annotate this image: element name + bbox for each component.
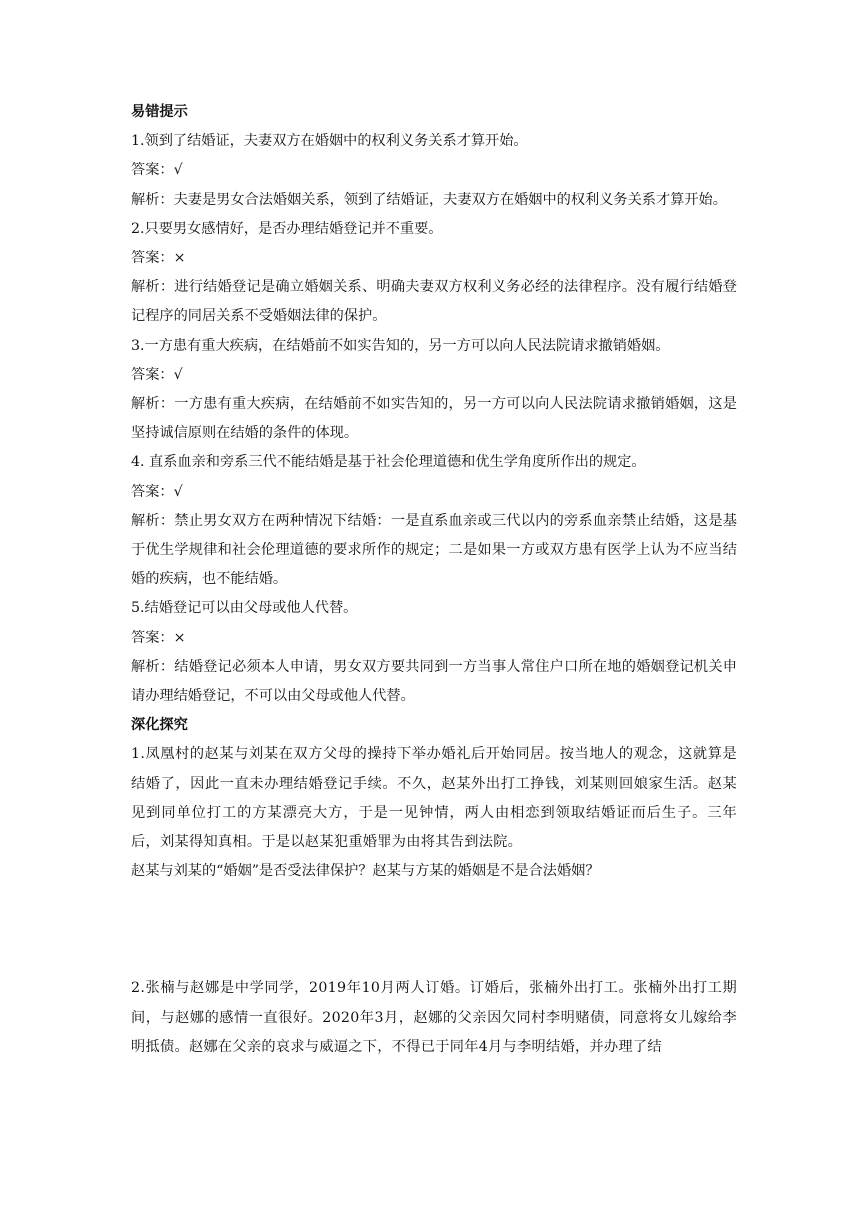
explanation-1: 解析：夫妻是男女合法婚姻关系，领到了结婚证，夫妻双方在婚姻中的权利义务关系才算开始。: [131, 191, 727, 208]
explanation-5: 解析：结婚登记必须本人申请，男女双方要共同到一方当事人常住户口所在地的婚姻登记机关申请办理结婚登记，不可以由父母或他人代替。: [131, 658, 737, 705]
answer-5: 答案：×: [131, 629, 186, 646]
question-1: 1.领到了结婚证，夫妻双方在婚姻中的权利义务关系才算开始。: [131, 133, 528, 150]
section-heading-error-tips: 易错提示: [131, 104, 188, 120]
answer-3: 答案：√: [131, 366, 183, 383]
answer-2: 答案：×: [131, 250, 186, 267]
explanation-4: 解析：禁止男女双方在两种情况下结婚：一是直系血亲或三代以内的旁系血亲禁止结婚，这是基于优生学规律和社会伦理道德的要求所作的规定；二是如果一方或双方患有医学上认为不应当结婚的疾病，也不能结婚。: [131, 512, 737, 588]
explanation-3: 解析：一方患有重大疾病，在结婚前不如实告知的，另一方可以向人民法院请求撤销婚姻，这是坚持诚信原则在结婚的条件的体现。: [131, 396, 737, 442]
document-page: [131, 98, 737, 1062]
explanation-2: 解析：进行结婚登记是确立婚姻关系、明确夫妻双方权利义务必经的法律程序。没有履行结婚登记程序的同居关系不受婚姻法律的保护。: [131, 279, 737, 325]
question-2: 2.只要男女感情好，是否办理结婚登记并不重要。: [131, 220, 443, 237]
question-3: 3.一方患有重大疾病，在结婚前不如实告知的，另一方可以向人民法院请求撤销婚姻。: [131, 337, 670, 354]
case-1-text: 1.凤凰村的赵某与刘某在双方父母的操持下举办婚礼后开始同居。按当地人的观念，这就算是结婚了，因此一直未办理结婚登记手续。不久，赵某外出打工挣钱，刘某则回娘家生活。赵某见到同单位打工的方某漂亮大方，于是一见钟情，两人由相恋到领取结婚证而后生子。三年后，刘某得知真相。于是以赵某犯重婚罪为由将其告到法院。: [131, 746, 737, 851]
answer-4: 答案：√: [131, 483, 183, 500]
case-2-text: 2.张楠与赵娜是中学同学，2019年10月两人订婚。订婚后，张楠外出打工。张楠外出打工期间，与赵娜的感情一直很好。2020年3月，赵娜的父亲因欠同村李明赌债，同意将女儿嫁给李明抵债。赵娜在父亲的哀求与威逼之下，不得已于同年4月与李明结婚，并办理了结: [131, 980, 737, 1055]
question-4: 4. 直系血亲和旁系三代不能结婚是基于社会伦理道德和优生学角度所作出的规定。: [131, 454, 646, 471]
answer-1: 答案：√: [131, 162, 183, 179]
section-heading-deep-inquiry: 深化探究: [131, 717, 188, 734]
question-5: 5.结婚登记可以由父母或他人代替。: [131, 600, 358, 617]
answer-space: [131, 886, 737, 974]
case-1-question: 赵某与刘某的“婚姻”是否受法律保护？赵某与方某的婚姻是不是合法婚姻？: [131, 863, 600, 880]
